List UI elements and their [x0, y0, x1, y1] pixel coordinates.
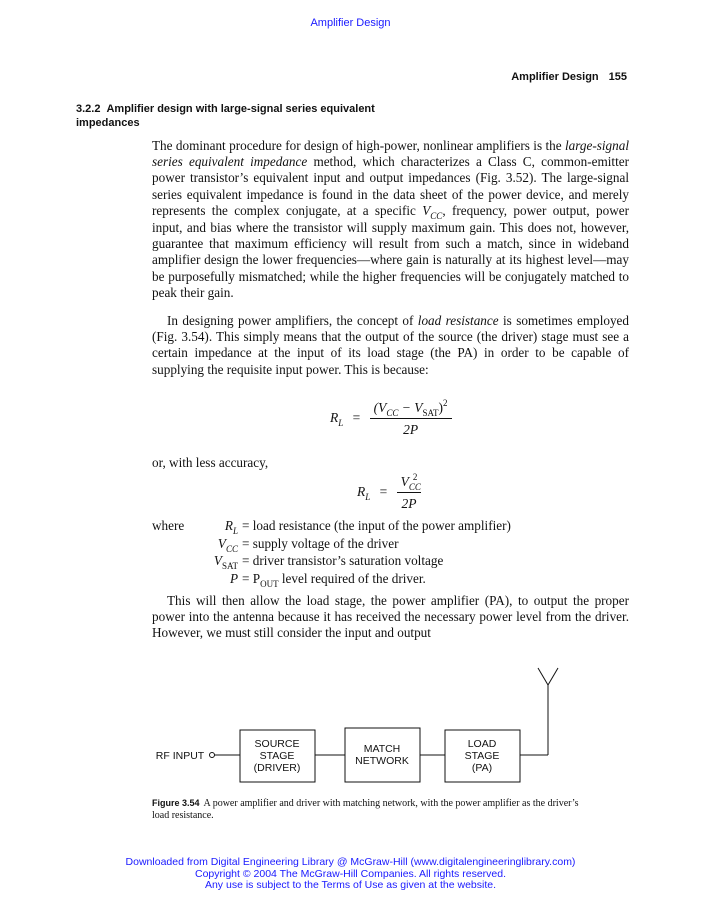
antenna-arm-right	[548, 668, 558, 685]
paragraph-1	[152, 138, 629, 301]
para2-text-a: In designing power amplifiers, the concept of	[167, 313, 418, 328]
para2-emphasis: load resistance	[417, 313, 499, 328]
eq1-lhs-sub: L	[338, 418, 344, 429]
footer-download-link[interactable]: Downloaded from Digital Engineering Library @ McGraw-Hill (www.digitalengineeringlibrary.com)	[125, 856, 576, 868]
source-label-line: SOURCE	[254, 738, 300, 750]
footer	[0, 857, 701, 892]
running-head	[511, 71, 627, 83]
paragraph-2	[152, 313, 629, 378]
eq2-fraction	[397, 474, 422, 512]
eq1-equals: =	[352, 410, 361, 426]
definition-row: $V_{SAT}$ = driver transistor’s saturation voltage	[213, 553, 444, 571]
definition-row: where $R_L$ = load resistance (the input of the power amplifier)	[152, 518, 511, 536]
load-label-line: (PA)	[471, 762, 493, 774]
page-number: 155	[608, 71, 627, 83]
para1-text-a: The dominant procedure for design of high-power, nonlinear amplifiers is the	[152, 138, 566, 153]
figure-number: Figure 3.54	[152, 798, 200, 808]
section-number: 3.2.2	[76, 103, 101, 115]
running-head-title: Amplifier Design	[511, 71, 599, 83]
eq2-equals: =	[379, 484, 388, 500]
footer-copyright[interactable]: Copyright © 2004 The McGraw-Hill Companies. All rights reserved.	[195, 867, 506, 880]
para1-vcc-subscript: CC	[430, 210, 443, 221]
paragraph-3: This will then allow the load stage, the power amplifier (PA), to output the proper power into the antenna because it has received the necessary power level from the driver. However, we must still consider the input and output	[152, 593, 629, 641]
rf-input-label: RF INPUT	[155, 750, 205, 762]
block-diagram	[150, 660, 570, 790]
match-label-line: NETWORK	[355, 755, 409, 767]
definition-row: $V_{CC}$ = supply voltage of the driver	[217, 535, 399, 554]
equation-1	[330, 400, 452, 438]
para1-text-c: , frequency, power output, power input, and bias where the transistor will supply maximum gain. This does not, however, guarantee that maximum efficiency will result from such a match, since in wideband amplifier design the lower frequencies—where gain is naturally at its highest level—may be purposefully mismatched; while the higher frequencies will be conjugately matched to peak their gain.	[152, 202, 629, 300]
eq1-fraction	[370, 400, 452, 438]
para2-text-b: is sometimes employed (Fig. 3.54). This simply means that the output of the source (the driver) stage must see a certain impedance at the input of its load stage (the PA) in order to be capable of supplying the requisite input power. This is because:	[152, 313, 629, 377]
para1-emphasis: large-signal series equivalent impedance	[152, 138, 629, 170]
eq2-lhs-sub: L	[365, 492, 371, 503]
eq2-denominator: 2P	[401, 496, 417, 511]
variable-definitions	[152, 518, 511, 588]
caption-text: A power amplifier and driver with matching network, with the power amplifier as the driver’s load resistance.	[152, 798, 579, 821]
equation-2	[357, 474, 421, 512]
para1-vcc-symbol: V	[422, 202, 431, 218]
definition-row: P = $P_{OUT}$ level required of the driver.	[229, 570, 426, 589]
match-label-line: MATCH	[363, 743, 401, 755]
top-link[interactable]: Amplifier Design	[310, 17, 391, 29]
source-label-line: STAGE	[259, 750, 295, 762]
where-label: where	[152, 518, 185, 533]
footer-terms[interactable]: Any use is subject to the Terms of Use as given at the website.	[204, 879, 497, 891]
load-label-line: LOAD	[467, 738, 497, 750]
eq1-denominator: 2P	[403, 422, 419, 437]
eq1-lhs: R	[330, 410, 339, 426]
section-title: Amplifier design with large-signal series equivalent impedances	[76, 103, 375, 129]
eq2-lhs: R	[357, 484, 366, 500]
eq1-numerator: $(V_{CC} - V_{SAT})^2$	[370, 400, 452, 419]
input-terminal	[210, 753, 215, 758]
section-heading	[76, 102, 436, 130]
para1-text-b: method, which characterizes a Class C, common-emitter power transistor’s equivalent input and output impedances (Fig. 3.52). The large-signal series equivalent impedance is found in the data sheet of the power device, and merely represents the complex conjugate, at a specific	[152, 154, 629, 218]
source-label-line: (DRIVER)	[253, 762, 301, 774]
antenna-arm-left	[538, 668, 548, 685]
figure-caption	[152, 797, 592, 822]
or-text: or, with less accuracy,	[152, 455, 269, 470]
eq2-numerator: $V_{CC}^2$	[397, 474, 422, 493]
load-label-line: STAGE	[464, 750, 500, 762]
